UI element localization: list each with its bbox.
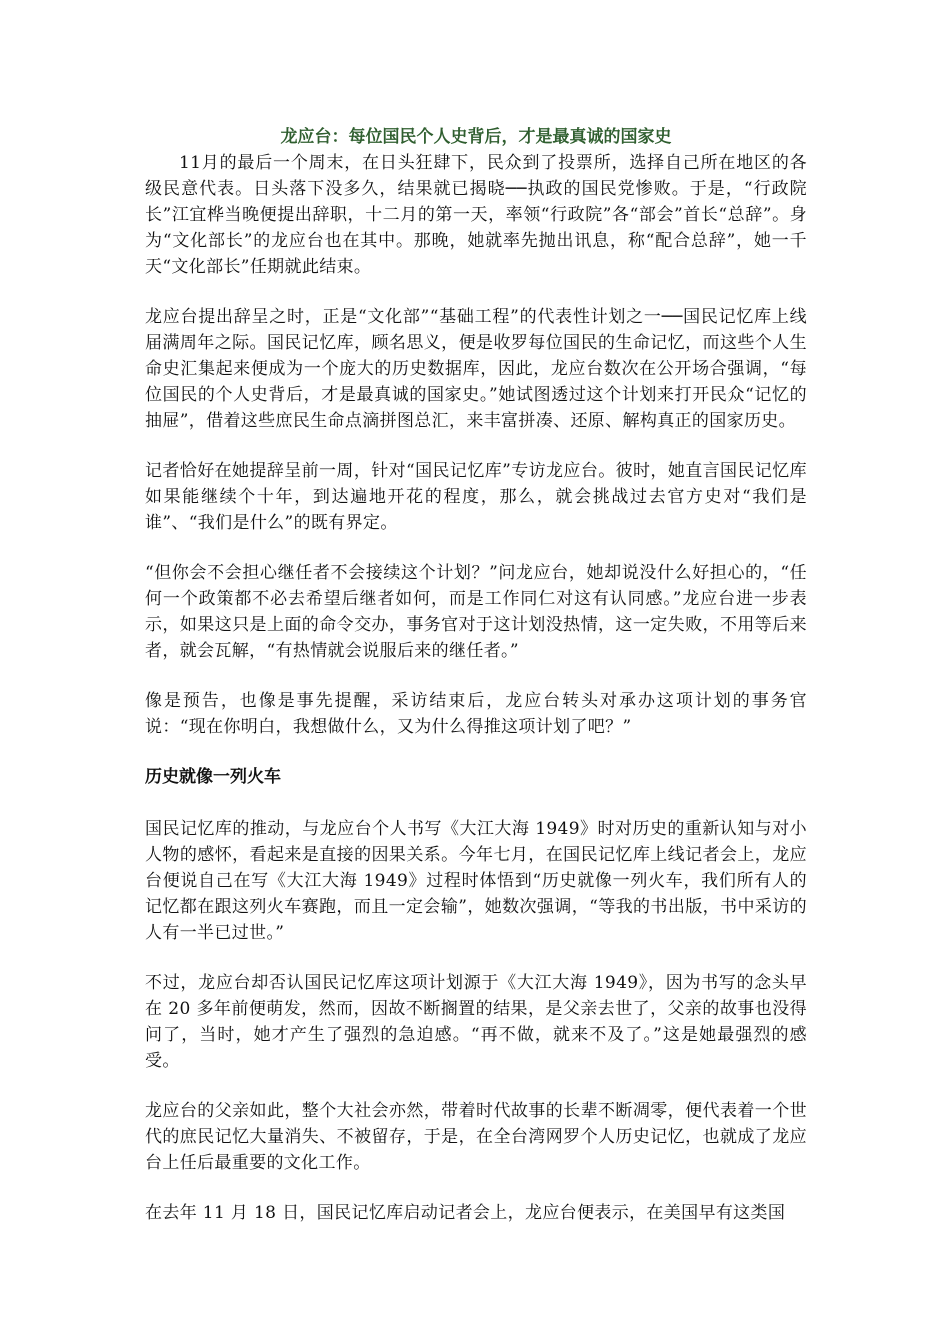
- article-body: [145, 124, 807, 1250]
- article-paragraph-4: “但你会不会担心继任者不会接续这个计划？”问龙应台，她却说没什么好担心的，“任何一个政策都不必去希望后继者如何，而是工作同仁对这有认同感。”龙应台进一步表示，如果这只是上面的命令交办，事务官对于这计划没热情，这一定失败，不用等后来者，就会瓦解，“有热情就会说服后来的继任者。”: [145, 563, 807, 661]
- section-paragraph-2: 不过，龙应台却否认国民记忆库这项计划源于《大江大海 1949》，因为书写的念头早在 20 多年前便萌发，然而，因故不断搁置的结果，是父亲去世了，父亲的故事也没得问了，当时，她才产生了强烈的急迫感。“再不做，就来不及了。”这是她最强烈的感受。: [145, 973, 807, 1071]
- article-paragraph-2: 龙应台提出辞呈之时，正是“文化部”“基础工程”的代表性计划之一──国民记忆库上线届满周年之际。国民记忆库，顾名思义，便是收罗每位国民的生命记忆，而这些个人生命史汇集起来便成为一个庞大的历史数据库，因此，龙应台数次在公开场合强调，“每位国民的个人史背后，才是最真诚的国家史。”她试图透过这个计划来打开民众“记忆的抽屉”，借着这些庶民生命点滴拼图总汇，来丰富拼凑、还原、解构真正的国家历史。: [145, 307, 807, 431]
- section-heading: 历史就像一列火车: [145, 767, 281, 787]
- article-paragraph-3: 记者恰好在她提辞呈前一周，针对“国民记忆库”专访龙应台。彼时，她直言国民记忆库如果能继续个十年，到达遍地开花的程度，那么，就会挑战过去官方史对“我们是谁”、“我们是什么”的既有界定。: [145, 461, 807, 533]
- section-paragraph-1: 国民记忆库的推动，与龙应台个人书写《大江大海 1949》时对历史的重新认知与对小人物的感怀，看起来是直接的因果关系。今年七月，在国民记忆库上线记者会上，龙应台便说自己在写《大江大海 1949》过程时体悟到“历史就像一列火车，我们所有人的记忆都在跟这列火车赛跑，而且一定会输”，她数次强调，“等我的书出版，书中采访的人有一半已过世。”: [145, 819, 807, 943]
- article-paragraph-5: 像是预告，也像是事先提醒，采访结束后，龙应台转头对承办这项计划的事务官说：“现在你明白，我想做什么，又为什么得推这项计划了吧？”: [145, 691, 807, 737]
- article-title: 龙应台：每位国民个人史背后，才是最真诚的国家史: [280, 127, 672, 147]
- section-paragraph-3: 龙应台的父亲如此，整个大社会亦然，带着时代故事的长辈不断凋零，便代表着一个世代的庶民记忆大量消失、不被留存，于是，在全台湾网罗个人历史记忆，也就成了龙应台上任后最重要的文化工作。: [145, 1101, 807, 1173]
- article-paragraph-1: 11月的最后一个周末，在日头狂肆下，民众到了投票所，选择自己所在地区的各级民意代表。日头落下没多久，结果就已揭晓──执政的国民党惨败。于是，“行政院长”江宜桦当晚便提出辞职，十二月的第一天，率领“行政院”各“部会”首长“总辞”。身为“文化部长”的龙应台也在其中。那晚，她就率先抛出讯息，称“配合总辞”，她一千天“文化部长”任期就此结束。: [145, 153, 807, 277]
- section-paragraph-4: 在去年 11 月 18 日，国民记忆库启动记者会上，龙应台便表示，在美国早有这类国: [145, 1203, 786, 1223]
